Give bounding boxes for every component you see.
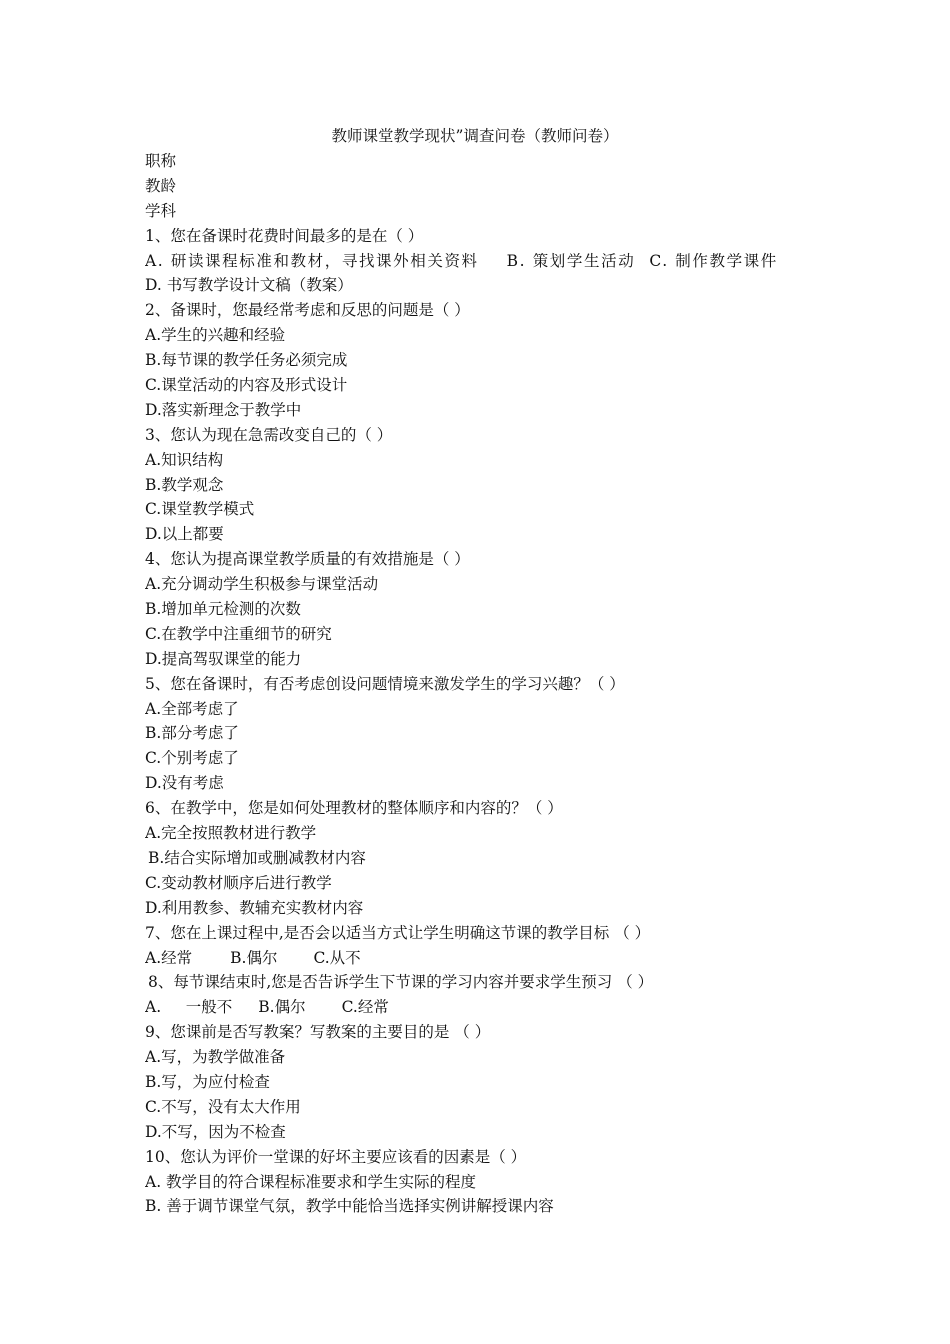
question-8: 8、每节课结束时,您是否告诉学生下节课的学习内容并要求学生预习 （ ）: [148, 973, 654, 992]
question-4-option-b: B.增加单元检测的次数: [145, 600, 301, 619]
question-7-option-b: B.偶尔: [230, 948, 278, 967]
question-6: 6、在教学中，您是如何处理教材的整体顺序和内容的？（ ）: [145, 799, 563, 818]
question-2: 2、备课时，您最经常考虑和反思的问题是（ ）: [145, 301, 470, 320]
question-7-option-a: A.经常: [145, 948, 193, 967]
question-1-option-c: C. 制作教学课件: [649, 251, 778, 270]
question-9-option-d: D.不写，因为不检查: [145, 1122, 286, 1141]
question-6-option-b: B.结合实际增加或删减教材内容: [148, 848, 366, 867]
question-5-option-d: D.没有考虑: [145, 774, 224, 793]
info-field-teaching-years: 教龄: [145, 176, 177, 195]
question-7: 7、您在上课过程中,是否会以适当方式让学生明确这节课的教学目标 （ ）: [145, 923, 651, 942]
question-1: 1、您在备课时花费时间最多的是在（ ）: [145, 226, 424, 245]
question-4-option-d: D.提高驾驭课堂的能力: [145, 649, 302, 668]
question-3-option-b: B.教学观念: [145, 475, 224, 494]
question-5-option-a: A.全部考虑了: [145, 699, 239, 718]
question-4: 4、您认为提高课堂教学质量的有效措施是（ ）: [145, 550, 470, 569]
question-7-option-c: C.从不: [313, 948, 361, 967]
question-2-option-a: A.学生的兴趣和经验: [145, 326, 286, 345]
question-1-option-d: D. 书写教学设计文稿（教案）: [145, 276, 353, 295]
question-6-option-a: A.完全按照教材进行教学: [145, 824, 317, 843]
question-7-options-row: [145, 946, 825, 971]
question-8-option-c: C.经常: [341, 998, 389, 1017]
question-2-option-b: B.每节课的教学任务必须完成: [145, 351, 348, 370]
question-9-option-c: C.不写，没有太大作用: [145, 1097, 301, 1116]
question-2-option-c: C.课堂活动的内容及形式设计: [145, 376, 348, 395]
question-5-option-b: B.部分考虑了: [145, 724, 239, 743]
question-2-option-d: D.落实新理念于教学中: [145, 400, 302, 419]
question-3-option-c: C.课堂教学模式: [145, 500, 255, 519]
question-4-option-c: C.在教学中注重细节的研究: [145, 624, 332, 643]
question-9-option-a: A.写，为教学做准备: [145, 1048, 286, 1067]
info-field-subject: 学科: [145, 201, 177, 220]
question-3-option-d: D.以上都要: [145, 525, 224, 544]
question-10: 10、您认为评价一堂课的好坏主要应该看的因素是（ ）: [145, 1147, 527, 1166]
question-9-option-b: B.写，为应付检查: [145, 1072, 270, 1091]
question-4-option-a: A.充分调动学生积极参与课堂活动: [145, 575, 379, 594]
question-10-option-b: B. 善于调节课堂气氛，教学中能恰当选择实例讲解授课内容: [145, 1197, 554, 1216]
question-3: 3、您认为现在急需改变自己的（ ）: [145, 425, 393, 444]
question-8-option-b: B.偶尔: [258, 998, 306, 1017]
info-field-title: 职称: [145, 152, 177, 170]
question-5: 5、您在备课时，有否考虑创设问题情境来激发学生的学习兴趣？（ ）: [145, 674, 625, 693]
question-6-option-c: C.变动教材顺序后进行教学: [145, 873, 332, 892]
question-1-options-row: [145, 249, 825, 274]
question-1-option-a: A. 研读课程标准和教材，寻找课外相关资料: [145, 251, 479, 270]
question-8-options-row: [145, 995, 825, 1020]
question-9: 9、您课前是否写教案？写教案的主要目的是 （ ）: [145, 1023, 491, 1042]
question-3-option-a: A.知识结构: [145, 450, 224, 469]
question-5-option-c: C.个别考虑了: [145, 749, 239, 768]
questionnaire-body: [145, 149, 825, 1219]
question-8-option-a: A. 一般不: [145, 998, 233, 1017]
document-title: 教师课堂教学现状”调查问卷（教师问卷）: [331, 127, 619, 145]
question-1-option-b: B. 策划学生活动: [506, 251, 636, 270]
question-6-option-d: D.利用教参、教辅充实教材内容: [145, 898, 364, 917]
question-10-option-a: A. 教学目的符合课程标准要求和学生实际的程度: [145, 1172, 477, 1191]
